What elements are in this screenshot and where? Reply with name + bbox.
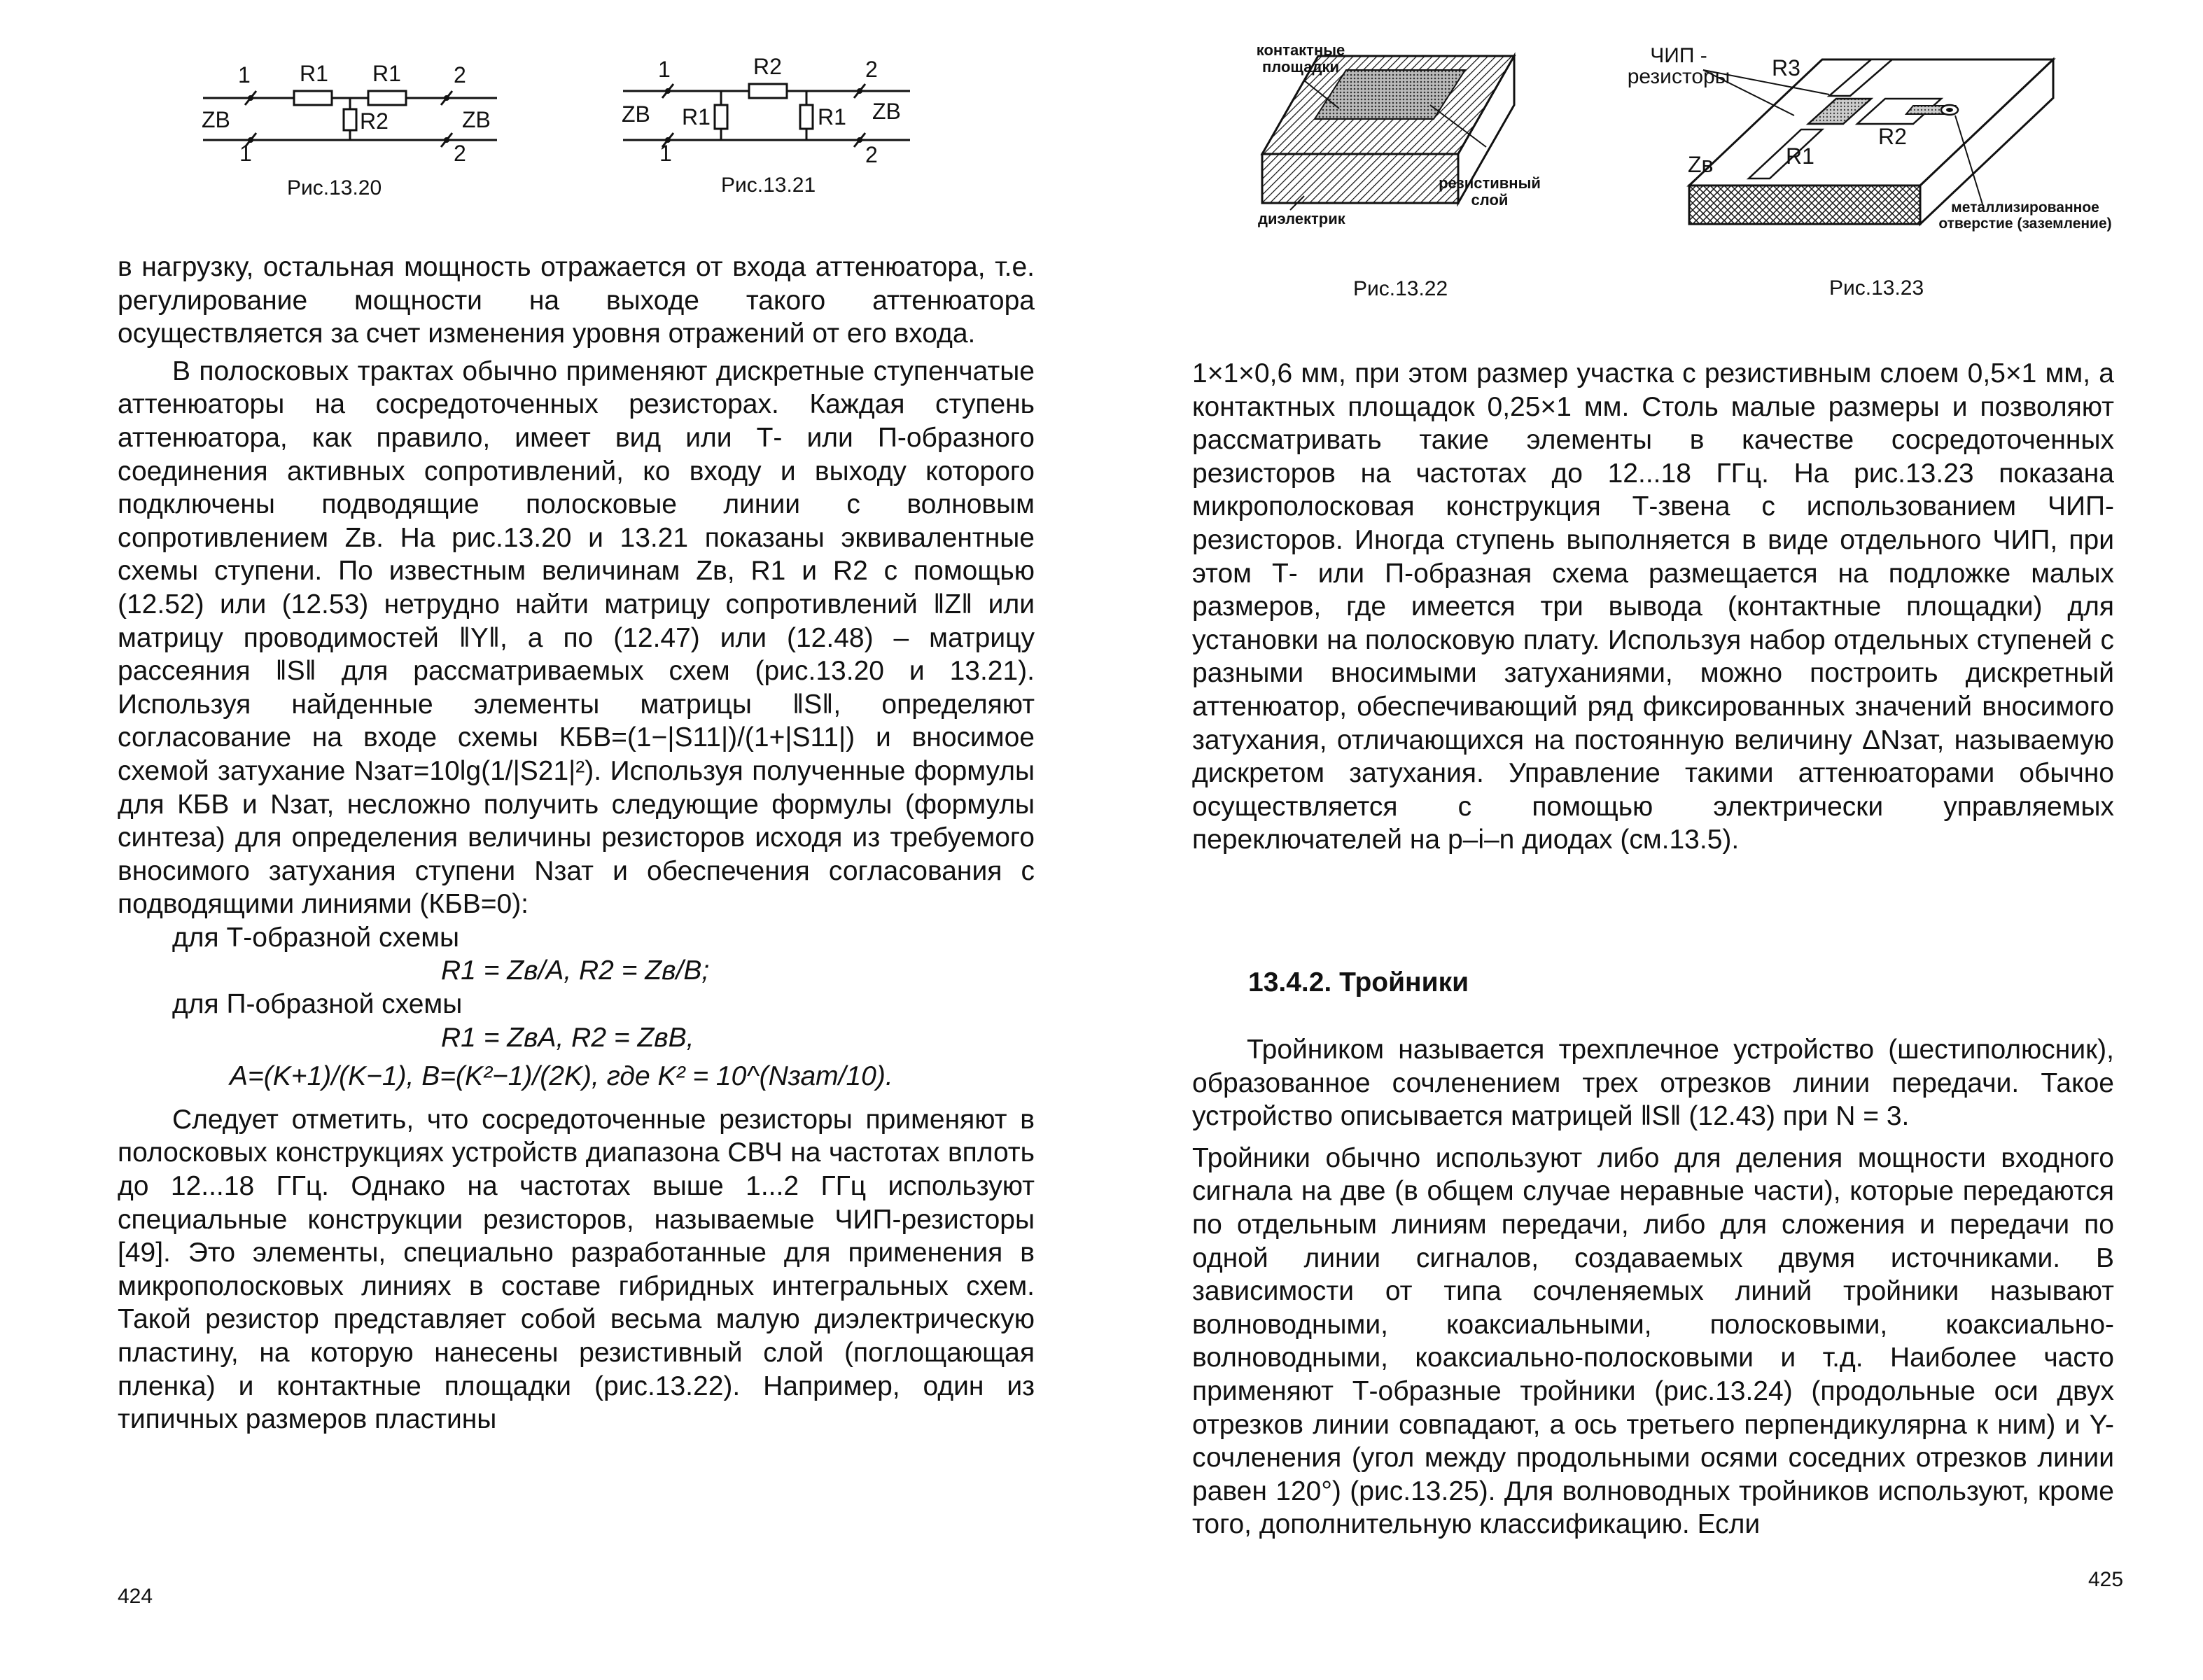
paragraph: В полосковых трактах обычно применяют дискретные ступенчатые аттенюаторы на сосредоточенных резисторах. Каждая ступень аттенюатора, как правило, имеет вид или Т- или П-образного соединения активных сопротивлений, ко входу и выходу которого подключены подводящие полосковые линии с волновым сопротивлением Zв. На рис.13.20 и 13.21 показаны эквивалентные схемы ступени. По известным величинам Zв, R1 и R2 с помощью (12.52) или (12.53) нетрудно найти матрицу сопротивлений ‖Z‖ или матрицу проводимостей ‖Y‖, а по (12.47) или (12.48) – матрицу рассеяния ‖S‖ для рассматриваемых схем (рис.13.20 и 13.21). Используя найденные элементы матрицы ‖S‖, определяют согласование на входе схемы КБВ=(1−|S11|)/(1+|S11|) и вносимое схемой затухание Nзат=10lg(1/|S21|²). Используя полученные формулы для КБВ и Nзат, несложно получить следующие формулы (формулы синтеза) для определения величины резисторов исходя из требуемого вносимого затухания ступени Nзат и обеспечения согласования с подводящими линиями (КБВ=0): — [118, 356, 1035, 920]
r1-left-label: R1 — [682, 104, 711, 130]
left-body-text — [118, 251, 1035, 1436]
label-r1: R1 — [1786, 144, 1814, 169]
figure-13-20 — [189, 49, 511, 203]
label-zb: Zв — [1688, 152, 1714, 177]
node-2-bottom: 2 — [454, 141, 466, 166]
ab-formula: A=(K+1)/(K−1), B=(K²−1)/(2K), где K² = 10^(Nзат/10). — [230, 1061, 893, 1092]
zin-label: ZВ — [622, 102, 650, 127]
page-number: 424 — [118, 1585, 153, 1608]
right-body-text — [1192, 357, 2114, 857]
right-body-text-2 — [1192, 1033, 2114, 1541]
paragraph: 1×1×0,6 мм, при этом размер участка с резистивным слоем 0,5×1 мм, а контактных площадок 0,25×1 мм. Столь малые размеры и позволяют рассматривать такие элементы в качестве сосредоточенных резисторов на частотах до 12...18 ГГц. На рис.13.23 показана микрополосковая конструкция Т-звена с использованием ЧИП-резисторов. Иногда ступень выполняется в виде отдельного ЧИП, при этом Т- или П-образная схема размещается на подложке малых размеров, где имеется три вывода (контактные площадки) для установки на полосковую плату. Используя набор отдельных ступеней с разными вносимыми затуханиями, можно построить дискретный аттенюатор, обеспечивающий ряд фиксированных значений вносимого затухания, отличающихся на постоянную величину ΔNзат, называемую дискретом затухания. Управление такими аттенюаторами обычно осуществляется с помощью электрически управляемых переключателей на p–i–n диодах (см.13.5). — [1192, 358, 2114, 855]
figure-13-21 — [616, 49, 924, 203]
label-dielectric: диэлектрик — [1258, 210, 1345, 227]
zout-label: ZВ — [872, 99, 901, 124]
label-r3: R3 — [1772, 55, 1800, 80]
t-scheme-label: для Т-образной схемы — [172, 922, 460, 953]
r1-right-label: R1 — [818, 104, 846, 130]
label-resistive-layer: резистивный слой — [1439, 174, 1541, 209]
r1-right-label: R1 — [372, 61, 401, 86]
paragraph: Следует отметить, что сосредоточенные резисторы применяют в полосковых конструкциях устройств диапазона СВЧ на частотах вплоть до 12...18 ГГц. Однако на частотах выше 1...2 ГГц используют специальные конструкции резисторов, называемые ЧИП-резисторы [49]. Это элементы, специально разработанные для применения в микрополосковых линиях в составе гибридных интегральных схем. Такой резистор представляет собой весьма малую диэлектрическую пластину, на которую нанесены резистивный слой (поглощающая пленка) и контактные площадки (рис.13.22). Например, один из типичных размеров пластины — [118, 1104, 1035, 1435]
label-metallized-via: металлизированное отверстие (заземление) — [1938, 200, 2112, 232]
section-heading: 13.4.2. Тройники — [1248, 967, 1469, 997]
paragraph: в нагрузку, остальная мощность отражается от входа аттенюатора, т.е. регулирование мощности на выходе такого аттенюатора осуществляется за счет изменения уровня отражений от его входа. — [118, 252, 1035, 349]
r2-label: R2 — [360, 108, 389, 134]
label-r2: R2 — [1878, 124, 1907, 149]
paragraph: Тройники обычно используют либо для деления мощности входного сигнала на две (в общем случае неравные части), которые передаются по отдельным линиям передачи, либо для сложения и передачи по одной линии сигналов, создаваемых двумя источниками. В зависимости от типа сочленяемых линий тройники называют волноводными, коаксиальными, полосковыми, коаксиально-волноводными, коаксиально-полосковыми и т.д. Наиболее часто применяют Т-образные тройники (рис.13.24) (продольные оси двух отрезков линии совпадают, а ось третьего перпендикулярна к ним) и Y-сочленения (угол между продольными осями соседних отрезков линии равен 120°) (рис.13.25). Для волноводных тройников используют, кроме того, дополнительную классификацию. Если — [1192, 1142, 2114, 1540]
figure-13-23-caption: Рис.13.23 — [1829, 276, 1924, 300]
node-1-top: 1 — [658, 57, 671, 82]
label-contact-pads: контактные площадки — [1256, 41, 1345, 76]
zin-label: ZВ — [202, 107, 230, 132]
left-page — [0, 0, 1101, 1680]
node-1-bottom: 1 — [659, 141, 672, 166]
node-2-top: 2 — [454, 62, 466, 88]
page-number: 425 — [2088, 1568, 2124, 1591]
p-formula: R1 = ZвA, R2 = ZвB, — [441, 1022, 694, 1053]
p-scheme-label: для П-образной схемы — [172, 989, 463, 1020]
figure-13-22 — [1248, 42, 1556, 308]
figure-13-23 — [1619, 38, 2151, 308]
node-2-bottom: 2 — [865, 142, 878, 167]
figure-13-22-caption: Рис.13.22 — [1353, 277, 1448, 300]
label-chip-resistors: ЧИП - резисторы — [1627, 44, 1730, 88]
paragraph: Тройником называется трехплечное устройство (шестиполюсник), образованное сочленением трех отрезков линии передачи. Такое устройство описывается матрицей ‖S‖ (12.43) при N = 3. — [1192, 1035, 2114, 1132]
r1-left-label: R1 — [300, 61, 328, 86]
node-2-top: 2 — [865, 57, 878, 82]
t-formula: R1 = Zв/A, R2 = Zв/B; — [441, 955, 710, 986]
node-1-bottom: 1 — [239, 141, 252, 166]
r2-label: R2 — [753, 54, 782, 79]
zout-label: ZВ — [462, 107, 491, 132]
node-1-top: 1 — [238, 62, 251, 88]
right-page — [1101, 0, 2203, 1680]
figure-13-21-caption: Рис.13.21 — [721, 174, 816, 197]
figure-13-20-caption: Рис.13.20 — [287, 176, 382, 200]
chip-resistor-drawing — [1248, 42, 1556, 273]
